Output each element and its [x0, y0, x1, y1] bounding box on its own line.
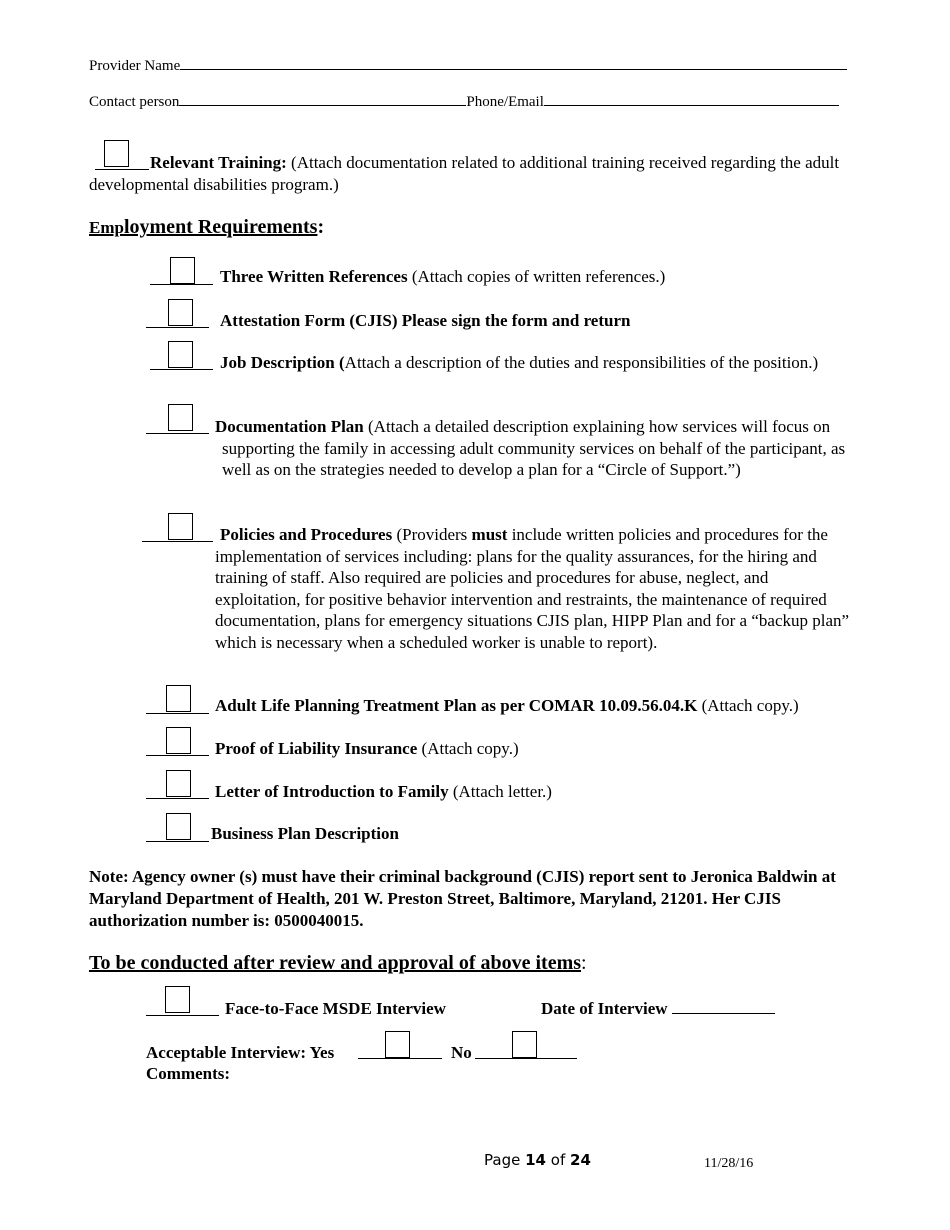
liability-checkbox[interactable] — [166, 727, 191, 754]
after-review-heading: To be conducted after review and approval of above items: — [89, 952, 587, 974]
item-text: (Providers — [396, 525, 468, 544]
item-text: (Attach a detailed description explaining how services will focus on supporting the family in accessing adult community services on behalf of the participant, as well as on the strategies needed to develop a plan for a “Circle of Support.”) — [222, 417, 846, 479]
treatment-plan-checkbox[interactable] — [166, 685, 191, 712]
page-number: Page 14 of 24 — [484, 1151, 591, 1169]
phone-email-field[interactable] — [544, 92, 839, 106]
item-title: Job Description ( — [220, 353, 345, 372]
item-underline — [146, 841, 209, 842]
date-of-interview-label: Date of Interview — [541, 999, 668, 1018]
item-text: (Attach copy.) — [421, 739, 519, 758]
item-policies — [215, 524, 855, 653]
item-underline — [146, 1015, 219, 1016]
contact-row — [89, 92, 839, 111]
comments-label: Comments: — [146, 1064, 231, 1083]
item-text: include written policies and procedures for the implementation of services including: plans for the quality assurances, for the hiring and training of staff. Also required are policies and procedures for abuse, neglect, and exploitation, for positive behavior intervention and restraints, the maintenance of required documentation, plans for emergency situations CJIS plan, HIPP Plan and for a “backup plan” which is necessary when a scheduled worker is unable to report). — [215, 525, 850, 652]
provider-name-label: Provider Name — [89, 58, 181, 74]
relevant-training-title: Relevant Training: — [150, 153, 287, 172]
provider-name-row — [89, 56, 847, 75]
item-text: Attach a description of the duties and responsibilities of the position.) — [344, 353, 819, 372]
policies-checkbox[interactable] — [168, 513, 193, 540]
no-checkbox[interactable] — [512, 1031, 537, 1058]
date-of-interview-field[interactable] — [672, 1000, 775, 1014]
item-business-plan: Business Plan Description — [211, 824, 399, 843]
employment-heading: Employment Requirements: — [89, 216, 325, 238]
item-title: Adult Life Planning Treatment Plan as per COMAR 10.09.56.04.K — [215, 696, 698, 715]
phone-email-label: Phone/Email — [466, 94, 544, 110]
item-title: Policies and Procedures — [220, 525, 393, 544]
item-documentation-plan — [215, 416, 862, 481]
item-letter — [215, 781, 552, 803]
date-of-interview-row — [541, 998, 775, 1020]
references-checkbox[interactable] — [170, 257, 195, 284]
item-title: Three Written References — [220, 267, 408, 286]
documentation-plan-checkbox[interactable] — [168, 404, 193, 431]
provider-name-field[interactable] — [180, 56, 847, 70]
footer-date: 11/28/16 — [704, 1156, 754, 1171]
interview-checkbox[interactable] — [165, 986, 190, 1013]
contact-person-field[interactable] — [179, 92, 466, 106]
item-treatment-plan — [215, 695, 799, 717]
relevant-training-text: (Attach documentation related to additional training received regarding the adult developmental disabilities program.) — [89, 153, 840, 194]
job-description-checkbox[interactable] — [168, 341, 193, 368]
item-underline — [146, 327, 209, 328]
attestation-checkbox[interactable] — [168, 299, 193, 326]
cjis-note: Note: Agency owner (s) must have their criminal background (CJIS) report sent to Jeronica Baldwin at Maryland Department of Health, 201 W. Preston Street, Baltimore, Maryland, 21201. Her CJIS authorization number is: 0500040015. — [89, 867, 836, 930]
item-liability — [215, 738, 519, 760]
letter-checkbox[interactable] — [166, 770, 191, 797]
item-references — [220, 266, 665, 288]
yes-underline — [358, 1058, 442, 1059]
relevant-training-paragraph — [89, 152, 869, 195]
contact-person-label: Contact person — [89, 94, 180, 110]
item-text: (Attach copies of written references.) — [411, 267, 666, 286]
item-title: Proof of Liability Insurance — [215, 739, 418, 758]
business-plan-checkbox[interactable] — [166, 813, 191, 840]
item-attestation: Attestation Form (CJIS) Please sign the form and return — [220, 311, 631, 330]
item-underline — [150, 369, 213, 370]
item-underline — [150, 284, 213, 285]
item-job-description — [220, 352, 830, 374]
item-title: Letter of Introduction to Family — [215, 782, 449, 801]
item-text: (Attach copy.) — [701, 696, 799, 715]
item-underline — [142, 541, 213, 542]
no-underline — [475, 1058, 577, 1059]
item-underline — [146, 433, 209, 434]
item-underline — [146, 798, 209, 799]
item-underline — [146, 713, 209, 714]
item-underline — [146, 755, 209, 756]
yes-checkbox[interactable] — [385, 1031, 410, 1058]
item-title: Documentation Plan — [215, 417, 364, 436]
interview-label: Face-to-Face MSDE Interview — [225, 999, 446, 1018]
acceptable-no-label: No — [451, 1043, 472, 1062]
item-text-emphasis: must — [471, 525, 508, 544]
acceptable-yes-label: Acceptable Interview: Yes — [146, 1043, 335, 1062]
item-text: (Attach letter.) — [452, 782, 552, 801]
